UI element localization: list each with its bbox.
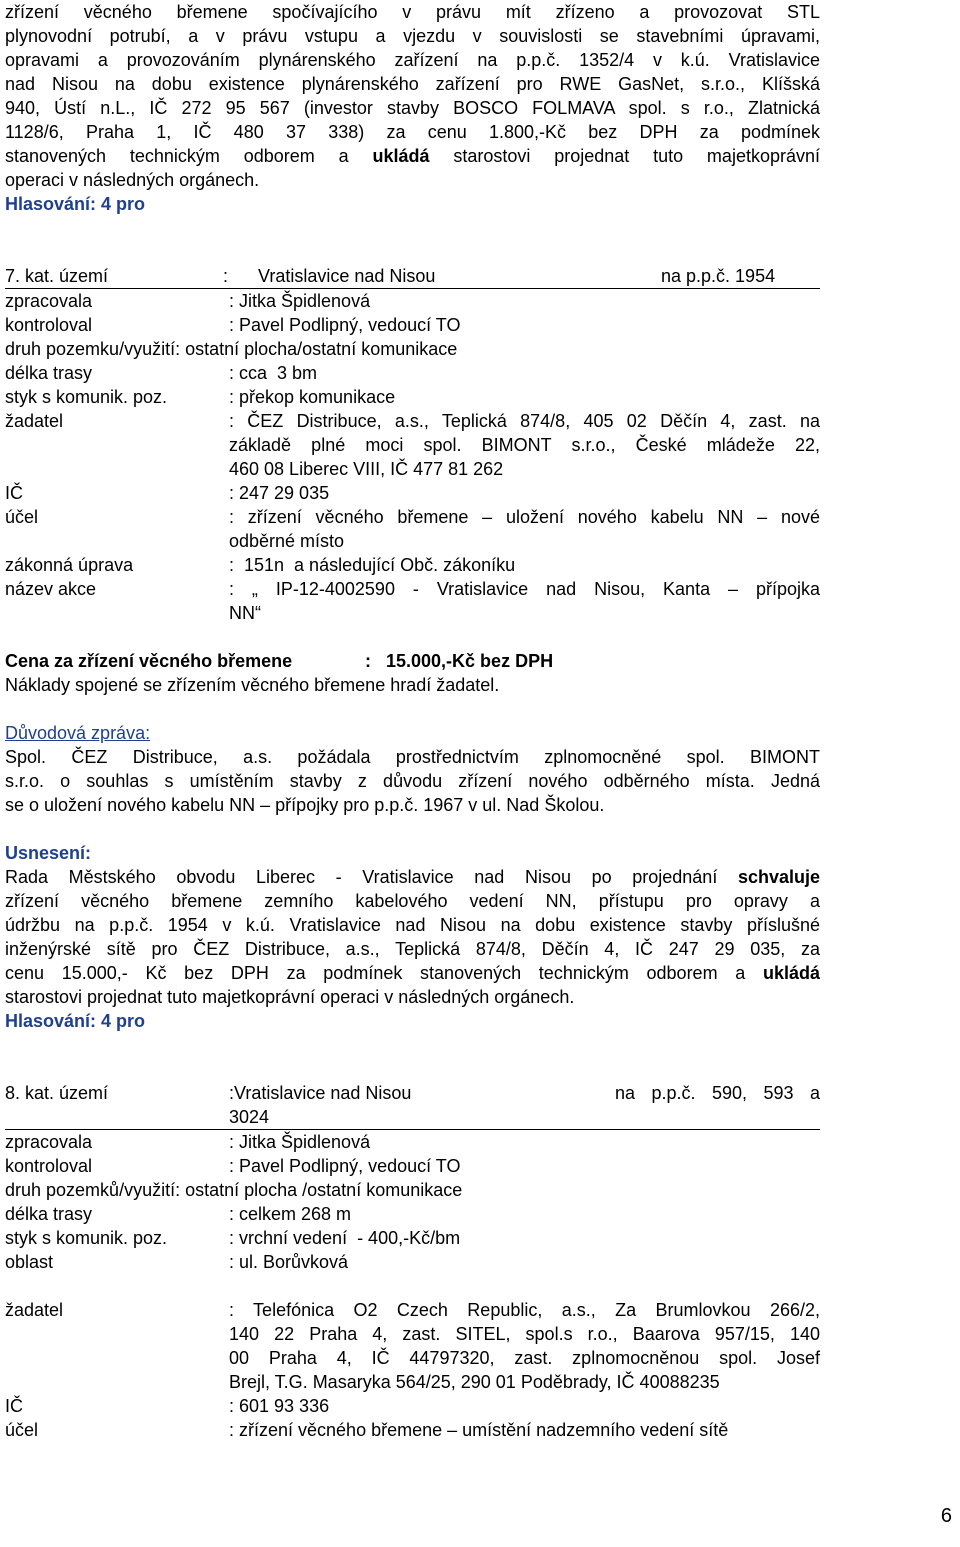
value-line: 140 22 Praha 4, zast. SITEL, spol.s r.o., Baarova 957/15, 140 [229, 1324, 820, 1344]
item8-header-territory: 8. kat. území [5, 1083, 109, 1103]
field-label: účel [5, 507, 39, 527]
vote-result [5, 192, 820, 216]
price-value: : 15.000,-Kč bez DPH [365, 651, 554, 671]
text-run: cenu 15.000,- Kč bez DPH za podmínek stanovených technickým odborem a [5, 963, 763, 983]
text-line [5, 144, 820, 168]
text-line: nad Nisou na dobu existence plynárenského zařízení pro RWE GasNet, s.r.o., Klíšská [5, 74, 820, 94]
field-value: : celkem 268 m [229, 1204, 352, 1224]
text-line: opravami a provozováním plynárenského zařízení na p.p.č. 1352/4 v k.ú. Vratislavice [5, 50, 820, 70]
field-label: zpracovala [5, 291, 93, 311]
item7-header-territory: 7. kat. území [5, 266, 109, 286]
item8-row [5, 1202, 820, 1226]
field-value: : Jitka Špidlenová [229, 1132, 371, 1152]
text-line: starostovi projednat tuto majetkoprávní operaci v následných orgánech. [5, 987, 575, 1007]
field-value: : Jitka Špidlenová [229, 291, 371, 311]
item7-header-place: : Vratislavice nad Nisou [223, 266, 436, 286]
item8-row [5, 1130, 820, 1154]
field-label: styk s komunik. poz. [5, 1228, 168, 1248]
text-line: zřízení věcného břemene zemního kabelového vedení NN, přístupu pro opravy a [5, 891, 820, 911]
field-label: kontroloval [5, 315, 93, 335]
value-line: Brejl, T.G. Masaryka 564/25, 290 01 Poděbrady, IČ 40088235 [229, 1372, 720, 1392]
item8-row [5, 1226, 820, 1250]
item7-resolution [5, 865, 820, 1033]
field-label: oblast [5, 1252, 54, 1272]
parcel-continuation: 3024 [229, 1107, 270, 1127]
spacer [5, 1274, 820, 1298]
item7-header-parcel: na p.p.č. 1954 [661, 266, 776, 286]
value-line: odběrné místo [229, 531, 345, 551]
text-line: Spol. ČEZ Distribuce, a.s. požádala prostřednictvím zplnomocněné spol. BIMONT [5, 747, 820, 767]
vote-text: Hlasování: 4 pro [5, 194, 146, 214]
document-page [5, 0, 820, 1442]
item8-header-parcel: na p.p.č. 590, 593 a [615, 1083, 820, 1103]
field-value: : ul. Borůvková [229, 1252, 349, 1272]
field-label: zpracovala [5, 1132, 93, 1152]
spacer [5, 697, 820, 721]
page-number: 6 [940, 1505, 952, 1527]
price-label: Cena za zřízení věcného břemene [5, 651, 293, 671]
item7-row [5, 361, 820, 385]
text-line: 940, Ústí n.L., IČ 272 95 567 (investor stavby BOSCO FOLMAVA spol. s r.o., Zlatnická [5, 98, 820, 118]
field-value [229, 1298, 820, 1394]
spacer [5, 817, 820, 841]
bold-keyword: ukládá [372, 146, 430, 166]
item8-row [5, 1250, 820, 1274]
field-value: : cca 3 bm [229, 363, 318, 383]
field-value [229, 409, 820, 481]
text-line: inženýrské sítě pro ČEZ Distribuce, a.s., Teplická 874/8, Děčín 4, IČ 247 29 035, za [5, 939, 820, 959]
field-label: IČ [5, 1396, 23, 1416]
field-label: účel [5, 1420, 39, 1440]
item7-land-type: druh pozemku/využití: ostatní plocha/ostatní komunikace [5, 339, 458, 359]
field-value: : 601 93 336 [229, 1396, 330, 1416]
field-label: délka trasy [5, 363, 93, 383]
item7-costs-note: Náklady spojené se zřízením věcného břemene hradí žadatel. [5, 675, 500, 695]
item7-action-name [5, 577, 820, 625]
text-line: údržbu na p.p.č. 1954 v k.ú. Vratislavice nad Nisou na dobu existence stavby příslušné [5, 915, 820, 935]
field-value [229, 577, 820, 625]
item7-reasoning-title: Důvodová zpráva: [5, 723, 151, 743]
value-line: 00 Praha 4, IČ 44797320, zast. zplnomocněnou spol. Josef [229, 1348, 820, 1368]
field-label: styk s komunik. poz. [5, 387, 168, 407]
item8-purpose [5, 1418, 820, 1442]
item7-reasoning [5, 745, 820, 817]
vote-result [5, 1009, 820, 1033]
item8-land-type: druh pozemků/využití: ostatní plocha /ostatní komunikace [5, 1180, 463, 1200]
item7-price [5, 649, 820, 673]
item8-row [5, 1154, 820, 1178]
bold-keyword: ukládá [762, 963, 820, 983]
spacer [5, 1033, 820, 1081]
field-value: : 247 29 035 [229, 483, 330, 503]
item7-resolution-title [5, 841, 820, 865]
item7-applicant [5, 409, 820, 481]
field-value: : vrchní vedení - 400,-Kč/bm [229, 1228, 461, 1248]
item7-row [5, 385, 820, 409]
spacer [5, 625, 820, 649]
item8-applicant [5, 1298, 820, 1394]
item7-row [5, 289, 820, 313]
field-value: : 151n a následující Obč. zákoníku [229, 555, 516, 575]
field-label: IČ [5, 483, 23, 503]
field-value: : Pavel Podlipný, vedoucí TO [229, 1156, 461, 1176]
value-line: : „ IP-12-4002590 - Vratislavice nad Nisou, Kanta – přípojka [229, 579, 820, 599]
field-label: žadatel [5, 1300, 64, 1320]
text-line [5, 865, 820, 889]
text-line [5, 961, 820, 985]
text-line: 1128/6, Praha 1, IČ 480 37 338) za cenu 1.800,-Kč bez DPH za podmínek [5, 122, 820, 142]
text-run: Rada Městského obvodu Liberec - Vratislavice nad Nisou po projednání [5, 867, 738, 887]
resolution-heading: Usnesení: [5, 843, 92, 863]
value-line: : Telefónica O2 Czech Republic, a.s., Za Brumlovkou 266/2, [229, 1300, 820, 1320]
field-value [229, 505, 820, 553]
text-line: s.r.o. o souhlas s umístěním stavby z důvodu zřízení nového odběrného místa. Jedná [5, 771, 820, 791]
field-label: název akce [5, 579, 97, 599]
text-line: operaci v následných orgánech. [5, 170, 260, 190]
item7-purpose [5, 505, 820, 553]
item8-ic [5, 1394, 820, 1418]
value-line: : ČEZ Distribuce, a.s., Teplická 874/8, 405 02 Děčín 4, zast. na [229, 411, 820, 431]
value-line: 460 08 Liberec VIII, IČ 477 81 262 [229, 459, 504, 479]
bold-keyword: schvaluje [737, 867, 820, 887]
field-label: délka trasy [5, 1204, 93, 1224]
place-name: :Vratislavice nad Nisou [229, 1083, 412, 1103]
field-label: žadatel [5, 411, 64, 431]
text-run: stanovených technickým odborem a [5, 146, 373, 166]
item7-header [5, 264, 820, 289]
text-line: plynovodní potrubí, a v právu vstupu a vjezdu v souvislosti se stavebními úpravami, [5, 26, 820, 46]
item7-ic [5, 481, 820, 505]
item8-header [5, 1081, 820, 1130]
text-run: starostovi projednat tuto majetkoprávní [429, 146, 820, 166]
field-value: : Pavel Podlipný, vedoucí TO [229, 315, 461, 335]
intro-paragraph [5, 0, 820, 216]
value-line: základě plné moci spol. BIMONT s.r.o., České mládeže 22, [229, 435, 820, 455]
item7-row [5, 313, 820, 337]
item8-header-place [229, 1081, 615, 1129]
field-label: zákonná úprava [5, 555, 134, 575]
field-value: : překop komunikace [229, 387, 396, 407]
value-line: : zřízení věcného břemene – uložení nového kabelu NN – nové [229, 507, 820, 527]
spacer [5, 216, 820, 264]
field-value: : zřízení věcného břemene – umístění nadzemního vedení sítě [229, 1420, 729, 1440]
field-label: kontroloval [5, 1156, 93, 1176]
item7-law [5, 553, 820, 577]
value-line: NN“ [229, 603, 261, 623]
vote-text: Hlasování: 4 pro [5, 1011, 146, 1031]
text-line: se o uložení nového kabelu NN – přípojky pro p.p.č. 1967 v ul. Nad Školou. [5, 795, 605, 815]
text-line: zřízení věcného břemene spočívajícího v právu mít zřízeno a provozovat STL [5, 2, 820, 22]
